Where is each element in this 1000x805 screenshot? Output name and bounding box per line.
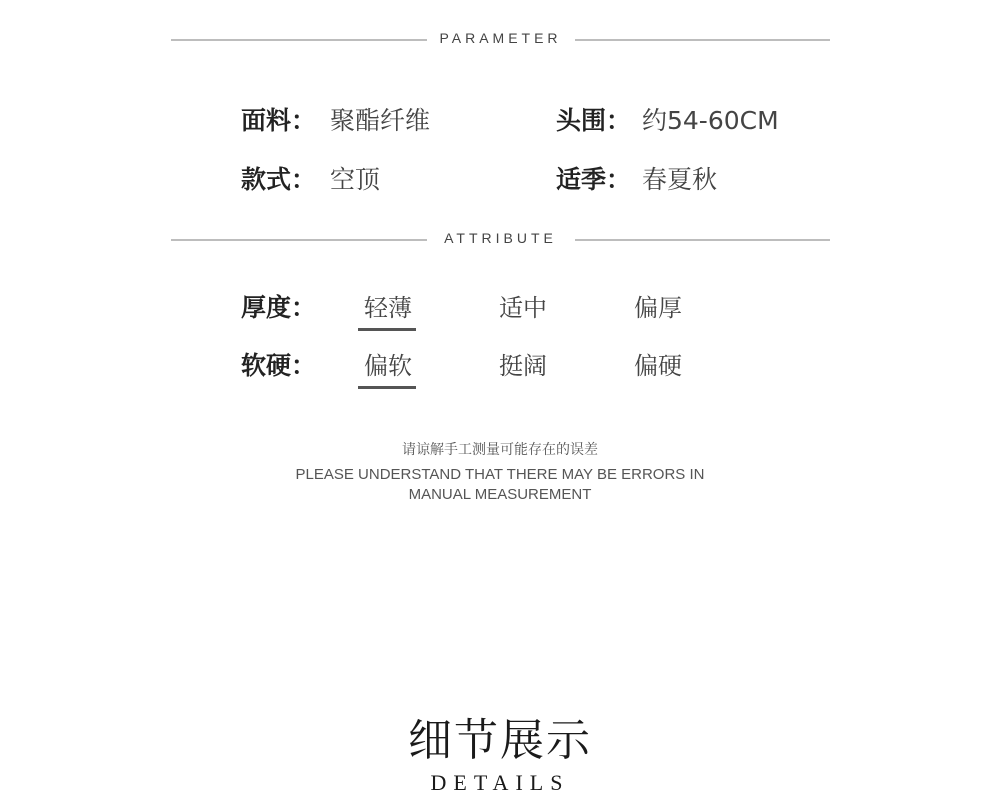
param-label-season: 适季： [556, 165, 632, 194]
selected-underline [358, 328, 416, 331]
divider-line [575, 239, 830, 241]
divider-line [575, 39, 830, 41]
thickness-option-thick: 偏厚 [634, 294, 682, 322]
details-subtitle: DETAILS [430, 770, 570, 795]
param-value-material: 聚酯纤维 [330, 106, 431, 135]
details-title: 细节展示 [408, 715, 592, 766]
param-label-head-size: 头围： [556, 106, 632, 135]
stiffness-option-soft: 偏软 [358, 346, 418, 381]
measurement-note-cn: 请谅解手工测量可能存在的误差 [402, 442, 598, 458]
param-value-season: 春夏秋 [642, 165, 718, 194]
section-title: ATTRIBUTE [444, 230, 557, 246]
attribute-label-thickness: 厚度： [241, 293, 317, 322]
section-title: PARAMETER [439, 30, 562, 46]
measurement-note-en: PLEASE UNDERSTAND THAT THERE MAY BE ERRORS IN MANUAL MEASUREMENT [295, 466, 705, 503]
selected-underline [358, 386, 416, 389]
parameter-section-header [171, 28, 830, 52]
param-value-style: 空顶 [330, 165, 381, 194]
stiffness-option-firm: 挺阔 [499, 352, 547, 380]
param-label-material: 面料： [241, 106, 317, 135]
thickness-option-medium: 适中 [499, 294, 547, 322]
attribute-section-header [171, 228, 830, 252]
stiffness-option-hard: 偏硬 [634, 352, 682, 380]
param-value-head-size: 约54-60CM [642, 106, 779, 135]
thickness-option-light: 轻薄 [358, 288, 418, 323]
attribute-label-stiffness: 软硬： [241, 351, 317, 380]
param-label-style: 款式： [241, 165, 317, 194]
